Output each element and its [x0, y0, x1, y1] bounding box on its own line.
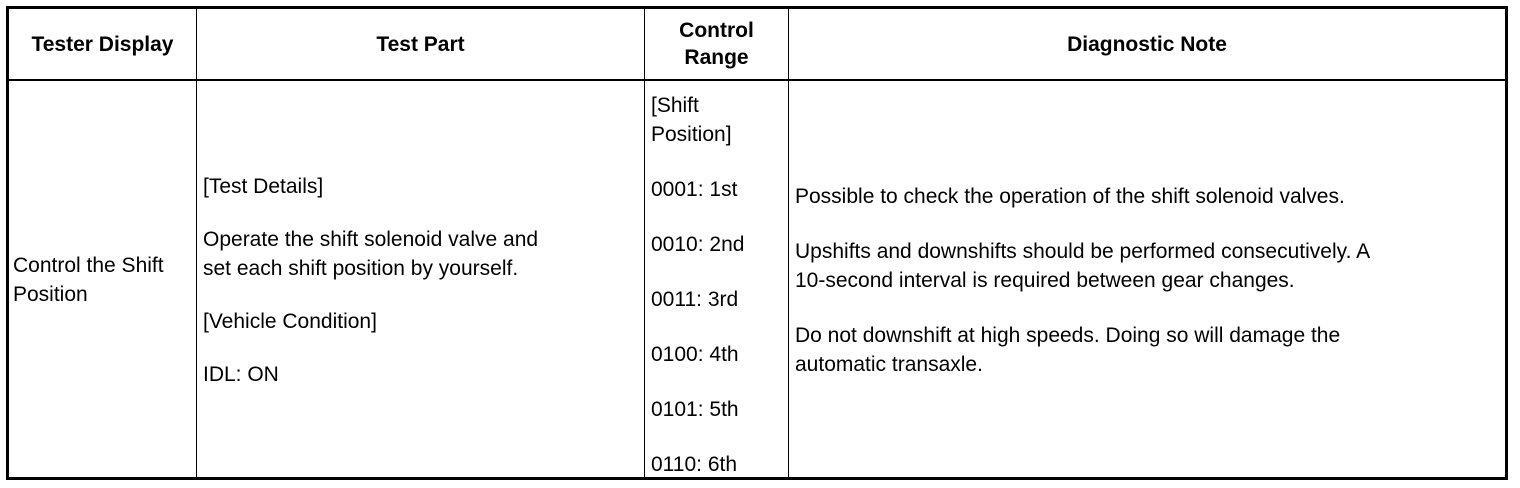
tester-display-line: Control the Shift — [13, 254, 164, 277]
cell-test-part — [197, 81, 645, 479]
shift-position-item: 0101: 5th — [651, 398, 739, 421]
cell-tester-display — [9, 81, 197, 479]
test-details-line: set each shift position by yourself. — [203, 256, 519, 280]
shift-position-item: 0011: 3rd — [651, 288, 739, 311]
header-control-range — [645, 9, 789, 81]
shift-position-item: 0001: 1st — [651, 178, 738, 201]
header-label-line: Control — [679, 19, 754, 42]
vehicle-condition-heading: [Vehicle Condition] — [203, 309, 377, 333]
note-paragraph-3-line: automatic transaxle. — [795, 352, 983, 376]
shift-position-list — [651, 175, 788, 479]
diagnostic-table — [6, 6, 1508, 480]
shift-position-item: 0010: 2nd — [651, 233, 745, 256]
header-label: Tester Display — [31, 32, 174, 56]
test-details-line: Operate the shift solenoid valve and — [203, 227, 539, 251]
header-diagnostic-note — [789, 9, 1505, 81]
note-paragraph-2-line: 10-second interval is required between gear changes. — [795, 268, 1295, 292]
header-label: Diagnostic Note — [1067, 32, 1227, 56]
note-paragraph-3-line: Do not downshift at high speeds. Doing so will damage the — [795, 323, 1341, 347]
test-details-heading: [Test Details] — [203, 174, 324, 198]
note-paragraph-1: Possible to check the operation of the shift solenoid valves. — [795, 184, 1345, 208]
vehicle-condition-text: IDL: ON — [203, 362, 279, 386]
shift-position-heading-line: [Shift — [651, 94, 699, 117]
shift-position-item: 0110: 6th — [651, 453, 738, 476]
header-label-line: Range — [684, 46, 749, 69]
header-tester-display — [9, 9, 197, 81]
header-label: Test Part — [376, 32, 465, 56]
shift-position-item: 0100: 4th — [651, 343, 739, 366]
tester-display-line: Position — [13, 283, 88, 306]
shift-position-heading-line: Position] — [651, 123, 732, 146]
header-test-part — [197, 9, 645, 81]
note-paragraph-2-line: Upshifts and downshifts should be performed consecutively. A — [795, 239, 1371, 263]
cell-diagnostic-note — [789, 81, 1505, 479]
cell-control-range — [645, 81, 789, 479]
